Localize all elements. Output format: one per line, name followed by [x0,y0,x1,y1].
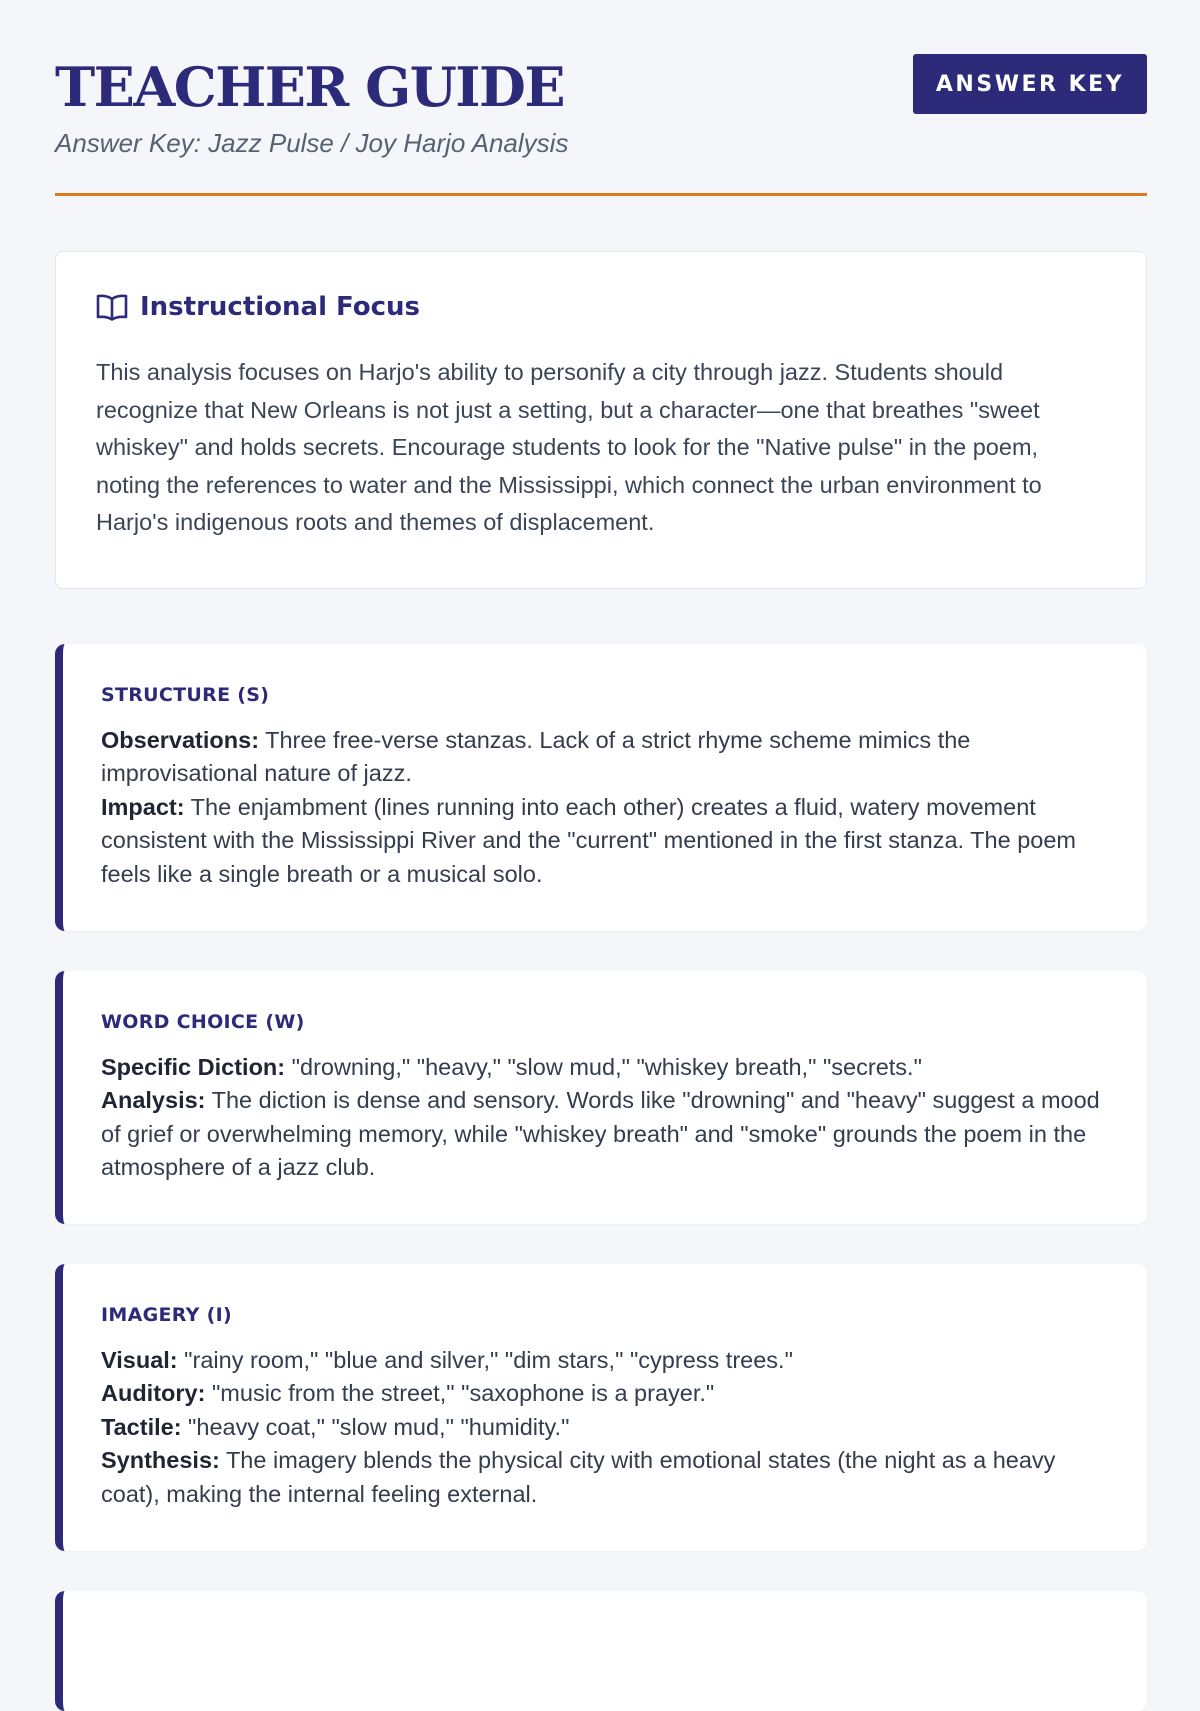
section-label: STRUCTURE (S) [101,684,270,706]
page-header [55,52,1147,159]
structure-section [55,644,1147,931]
section-line [101,1411,1101,1444]
line-text: The enjambment (lines running into each other) creates a fluid, watery movement consistent with the Mississippi River and the "current" mentioned in the first stanza. The poem feels like a single breath or a musical solo. [101,793,1076,887]
line-term: Observations: [101,727,260,753]
line-text: Three free-verse stanzas. Lack of a strict rhyme scheme mimics the improvisational nature of jazz. [101,727,971,787]
section-body [101,1051,1101,1185]
line-text: "heavy coat," "slow mud," "humidity." [181,1413,570,1440]
book-open-icon [96,293,128,321]
line-term: Synthesis: [101,1447,220,1474]
page-title: TEACHER GUIDE [55,55,565,119]
section-line [101,1377,1101,1410]
answer-key-button[interactable]: ANSWER KEY [913,54,1147,114]
section-line [101,1444,1101,1511]
focus-title: Instructional Focus [140,292,421,322]
section-line [101,724,1101,791]
header-divider [55,193,1147,196]
section-line [101,1344,1101,1377]
next-section-card [55,1591,1147,1711]
imagery-section [55,1264,1147,1551]
line-text: "rainy room," "blue and silver," "dim stars," "cypress trees." [177,1347,793,1373]
section-line [101,791,1101,891]
focus-text: This analysis focuses on Harjo's ability to personify a city through jazz. Students should recognize that New Orleans is not just a setting, but a character—one that breathes "sweet whiskey" and holds secrets. Encourage students to look for the "Native pulse" in the poem, noting the references to water and the Mississippi, which connect the urban environment to Harjo's indigenous roots and themes of displacement. [96,359,1042,535]
page-subtitle: Answer Key: Jazz Pulse / Joy Harjo Analysis [55,128,569,158]
line-text: "music from the street," "saxophone is a prayer." [205,1380,715,1407]
word-choice-section [55,971,1147,1224]
line-term: Impact: [101,793,185,820]
section-label: IMAGERY (I) [101,1304,232,1326]
line-text: "drowning," "heavy," "slow mud," "whiskey breath," "secrets." [285,1054,922,1080]
line-term: Analysis: [101,1087,206,1114]
section-line [101,1051,1101,1084]
line-term: Visual: [101,1347,178,1373]
focus-header [96,292,420,322]
section-line [101,1084,1101,1184]
line-term: Auditory: [101,1380,206,1407]
section-body [101,1344,1101,1511]
section-label: WORD CHOICE (W) [101,1011,305,1033]
line-term: Tactile: [101,1413,182,1440]
line-term: Specific Diction: [101,1054,286,1080]
instructional-focus-card [55,251,1147,589]
line-text: The diction is dense and sensory. Words like "drowning" and "heavy" suggest a mood of grief or overwhelming memory, while "whiskey breath" and "smoke" grounds the poem in the atmosphere of a jazz club. [101,1087,1100,1181]
line-text: The imagery blends the physical city with emotional states (the night as a heavy coat), making the internal feeling external. [101,1447,1056,1507]
section-body [101,724,1101,891]
